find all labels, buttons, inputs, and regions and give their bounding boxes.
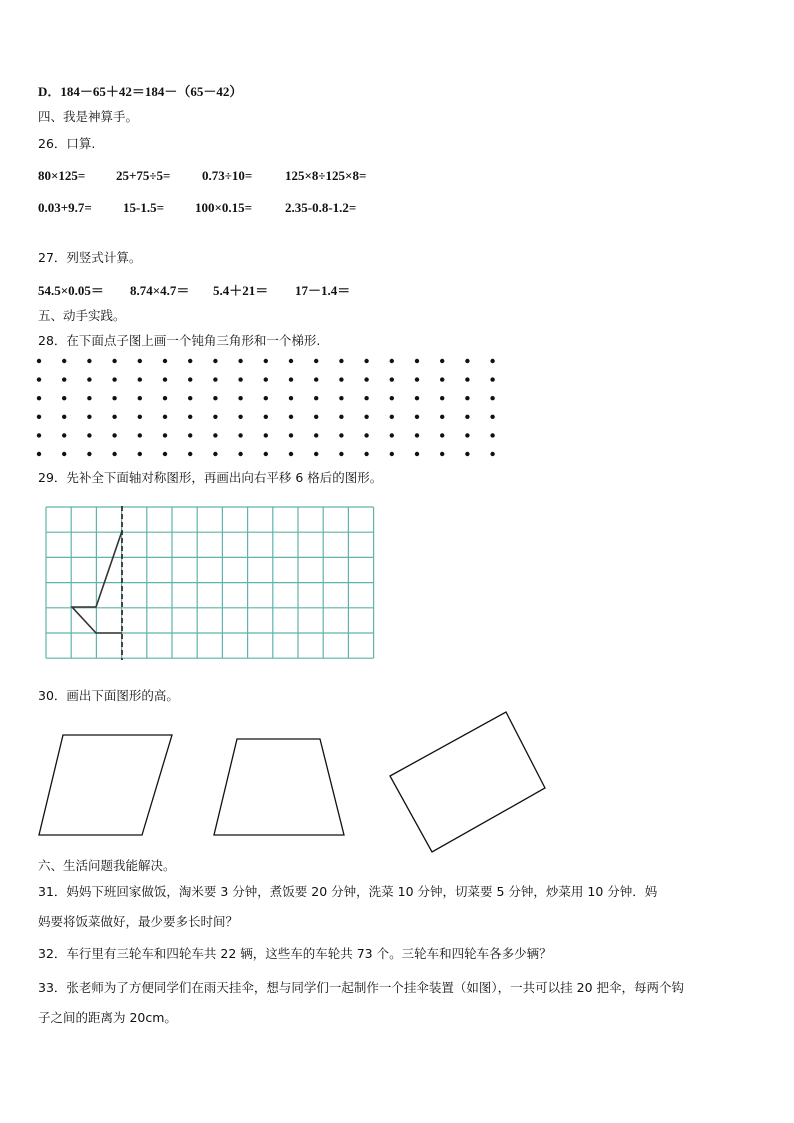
question-30: 30．画出下面图形的高。: [38, 688, 179, 703]
grid-dot: [62, 359, 66, 363]
grid-dot: [188, 359, 192, 363]
grid-dot: [490, 396, 494, 400]
q26-item-6: 15-1.5=: [123, 200, 164, 215]
option-d: D．184－65＋42＝184－（65－42）: [38, 84, 243, 99]
grid-dot: [390, 433, 394, 437]
grid-dot: [188, 452, 192, 456]
grid-dot: [289, 396, 293, 400]
grid-dot: [490, 359, 494, 363]
grid-dot: [213, 359, 217, 363]
grid-dot: [415, 415, 419, 419]
q26-item-2: 25+75÷5=: [116, 168, 171, 183]
grid-dot: [339, 359, 343, 363]
grid-dot: [188, 377, 192, 381]
grid-dot: [264, 396, 268, 400]
question-31-line-2: 妈要将饭菜做好，最少要多长时间？: [38, 914, 239, 929]
question-32: 32．车行里有三轮车和四轮车共 22 辆，这些车的车轮共 73 个。三轮车和四轮车各多少辆？: [38, 946, 552, 961]
grid-dot: [314, 452, 318, 456]
grid-dot: [364, 396, 368, 400]
grid-dot: [289, 359, 293, 363]
section-6-heading: 六、生活问题我能解决。: [38, 858, 176, 873]
q27-item-2: 8.74×4.7＝: [130, 283, 190, 298]
grid-dot: [37, 452, 41, 456]
grid-dot: [440, 377, 444, 381]
grid-dot: [213, 433, 217, 437]
section-4-heading: 四、我是神算手。: [38, 109, 139, 124]
grid-dot: [213, 377, 217, 381]
grid-dot: [364, 359, 368, 363]
grid-dot: [289, 415, 293, 419]
grid-dot: [314, 377, 318, 381]
grid-dot: [465, 433, 469, 437]
q27-item-4: 17－1.4＝: [295, 283, 351, 298]
q27-item-1: 54.5×0.05＝: [38, 283, 104, 298]
grid-dot: [163, 415, 167, 419]
q26-item-7: 100×0.15=: [195, 200, 253, 215]
grid-dot: [238, 377, 242, 381]
grid-dot: [465, 396, 469, 400]
question-33-line-1: 33．张老师为了方便同学们在雨天挂伞，想与同学们一起制作一个挂伞装置（如图），一共可以挂 20 把伞，每两个钩: [38, 980, 685, 995]
question-26: 26．口算.: [38, 136, 96, 151]
grid-dot: [87, 377, 91, 381]
grid-dot: [364, 433, 368, 437]
grid-dot: [415, 396, 419, 400]
grid-dot: [87, 433, 91, 437]
grid-dot: [465, 359, 469, 363]
dot-grid: [30, 352, 500, 464]
grid-dot: [440, 433, 444, 437]
grid-dot: [238, 433, 242, 437]
grid-dot: [37, 377, 41, 381]
grid-dot: [62, 396, 66, 400]
grid-lines: [46, 507, 374, 658]
grid-dot: [390, 415, 394, 419]
grid-dot: [163, 359, 167, 363]
shapes-figure: [30, 705, 560, 855]
grid-dot: [87, 452, 91, 456]
grid-dot: [264, 415, 268, 419]
square-grid-figure: [44, 504, 378, 664]
grid-dot: [112, 377, 116, 381]
parallelogram: [39, 735, 172, 835]
grid-dot: [339, 396, 343, 400]
q26-item-3: 0.73÷10=: [202, 168, 253, 183]
q26-item-1: 80×125=: [38, 168, 86, 183]
grid-dot: [364, 377, 368, 381]
grid-dot: [37, 415, 41, 419]
grid-dot: [314, 396, 318, 400]
grid-dot: [138, 377, 142, 381]
grid-dot: [188, 415, 192, 419]
rotated-rectangle: [390, 712, 545, 852]
grid-dot: [440, 415, 444, 419]
grid-dot: [465, 415, 469, 419]
q26-item-5: 0.03+9.7=: [38, 200, 92, 215]
grid-dot: [415, 377, 419, 381]
grid-dot: [264, 433, 268, 437]
grid-dot: [339, 377, 343, 381]
grid-dot: [87, 359, 91, 363]
grid-dot: [163, 396, 167, 400]
grid-dot: [213, 452, 217, 456]
grid-dot: [490, 377, 494, 381]
grid-dot: [238, 359, 242, 363]
grid-dot: [188, 396, 192, 400]
trapezoid: [214, 739, 344, 835]
grid-dot: [112, 359, 116, 363]
grid-dot: [62, 377, 66, 381]
grid-dot: [62, 433, 66, 437]
q26-item-4: 125×8÷125×8=: [285, 168, 367, 183]
q27-item-3: 5.4＋21＝: [213, 283, 269, 298]
grid-dot: [238, 396, 242, 400]
question-28: 28．在下面点子图上画一个钝角三角形和一个梯形.: [38, 333, 321, 348]
grid-dot: [37, 433, 41, 437]
question-29: 29．先补全下面轴对称图形，再画出向右平移 6 格后的图形。: [38, 470, 383, 485]
grid-dot: [112, 452, 116, 456]
grid-dot: [87, 415, 91, 419]
grid-dot: [138, 359, 142, 363]
grid-dot: [314, 433, 318, 437]
grid-dot: [264, 377, 268, 381]
grid-dot: [415, 433, 419, 437]
grid-dot: [163, 377, 167, 381]
grid-dot: [62, 452, 66, 456]
grid-dot: [440, 452, 444, 456]
grid-dot: [163, 433, 167, 437]
grid-dot: [314, 359, 318, 363]
grid-dot: [264, 359, 268, 363]
grid-dot: [465, 452, 469, 456]
grid-dot: [364, 452, 368, 456]
grid-dot: [490, 415, 494, 419]
q26-item-8: 2.35-0.8-1.2=: [285, 200, 357, 215]
grid-dot: [390, 452, 394, 456]
grid-dot: [415, 452, 419, 456]
grid-dot: [289, 377, 293, 381]
grid-dot: [37, 396, 41, 400]
grid-dot: [289, 452, 293, 456]
grid-dot: [112, 396, 116, 400]
grid-dot: [314, 415, 318, 419]
grid-dot: [339, 415, 343, 419]
grid-dot: [339, 433, 343, 437]
grid-dot: [112, 433, 116, 437]
grid-dot: [138, 433, 142, 437]
grid-dot: [364, 415, 368, 419]
grid-dot: [289, 433, 293, 437]
grid-dot: [87, 396, 91, 400]
grid-dot: [188, 433, 192, 437]
grid-dot: [390, 359, 394, 363]
section-5-heading: 五、动手实践。: [38, 308, 126, 323]
grid-dot: [138, 396, 142, 400]
grid-dot: [62, 415, 66, 419]
grid-dot: [339, 452, 343, 456]
grid-dot: [440, 396, 444, 400]
question-27: 27．列竖式计算。: [38, 250, 142, 265]
grid-dot: [213, 415, 217, 419]
grid-dot: [138, 452, 142, 456]
grid-dot: [112, 415, 116, 419]
grid-dot: [390, 377, 394, 381]
grid-dot: [238, 452, 242, 456]
grid-dot: [163, 452, 167, 456]
grid-dot: [465, 377, 469, 381]
grid-dot: [138, 415, 142, 419]
grid-dot: [264, 452, 268, 456]
grid-dot: [490, 452, 494, 456]
grid-dot: [213, 396, 217, 400]
grid-dot: [415, 359, 419, 363]
question-33-line-2: 子之间的距离为 20cm。: [38, 1010, 177, 1025]
grid-dot: [490, 433, 494, 437]
question-31-line-1: 31．妈妈下班回家做饭，淘米要 3 分钟，煮饭要 20 分钟，洗菜 10 分钟，切菜要 5 分钟，炒菜用 10 分钟．妈: [38, 884, 658, 899]
grid-dot: [37, 359, 41, 363]
grid-dot: [238, 415, 242, 419]
grid-dot: [390, 396, 394, 400]
grid-dot: [440, 359, 444, 363]
